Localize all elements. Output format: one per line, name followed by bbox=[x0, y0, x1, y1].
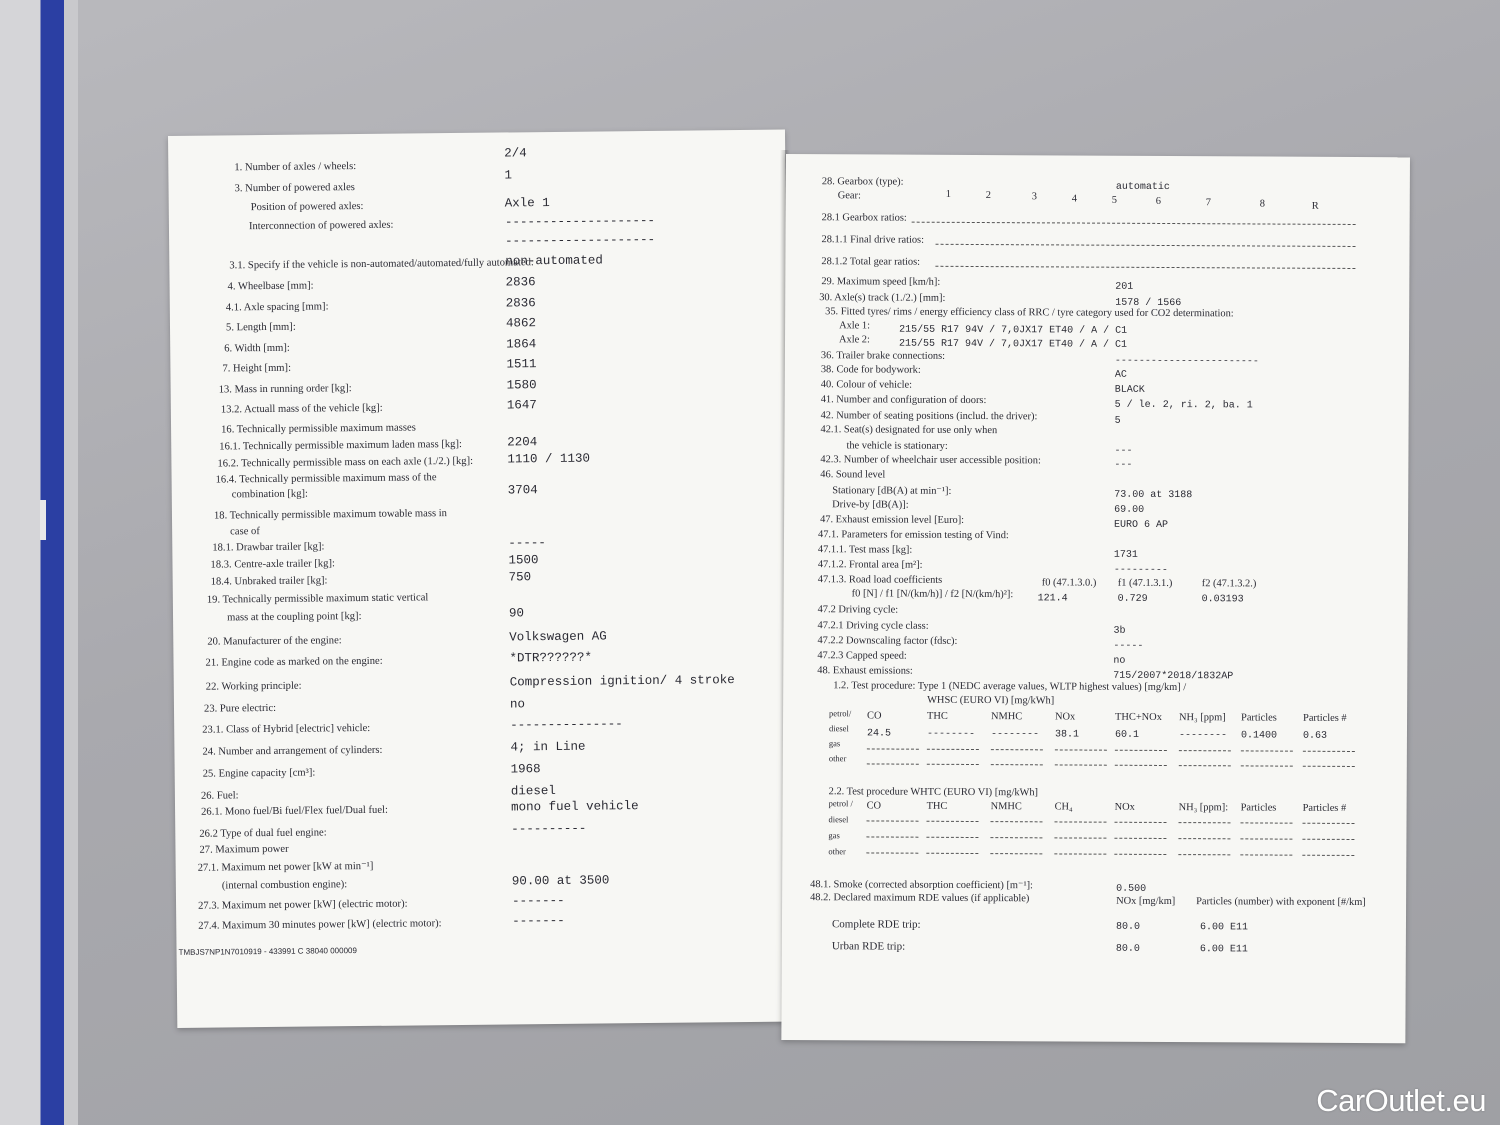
roadload-value: 0.729 bbox=[1117, 593, 1148, 605]
empty-cell-dashes bbox=[1114, 838, 1166, 839]
blue-binder-edge bbox=[0, 0, 78, 1125]
test1-label: 1.2. Test procedure: Type 1 (NEDC average values, WLTP highest values) [mg/km] / bbox=[833, 680, 1187, 694]
field-value: --- bbox=[1114, 445, 1133, 457]
emission-value: -------- bbox=[1178, 730, 1228, 742]
gear-number: 4 bbox=[1071, 193, 1078, 205]
field-label: Drive-by [dB(A)]: bbox=[832, 499, 909, 511]
emission-col-head: Particles # bbox=[1302, 802, 1347, 814]
empty-cell-dashes bbox=[927, 749, 979, 750]
empty-cell-dashes bbox=[1302, 855, 1354, 856]
field-label: 26.2 Type of dual fuel engine: bbox=[199, 827, 327, 840]
roadload-head: f2 (47.1.3.2.) bbox=[1201, 578, 1257, 590]
field-label: 47.2.3 Capped speed: bbox=[817, 650, 907, 662]
field-value: 1731 bbox=[1113, 549, 1138, 561]
empty-cell-dashes bbox=[927, 821, 979, 822]
empty-cell-dashes bbox=[1241, 765, 1293, 766]
field-value: 2836 bbox=[505, 296, 536, 311]
field-value: 4862 bbox=[505, 316, 537, 331]
field-value: -------------------- bbox=[505, 232, 656, 249]
field-label: 25. Engine capacity [cm³]: bbox=[202, 767, 316, 780]
empty-cell-dashes bbox=[1303, 751, 1355, 752]
field-label: Interconnection of powered axles: bbox=[248, 219, 394, 233]
field-value: 90 bbox=[508, 606, 525, 621]
empty-cell-dashes bbox=[1178, 854, 1230, 855]
field-label: 24. Number and arrangement of cylinders: bbox=[202, 744, 383, 758]
field-label: 18.1. Drawbar trailer [kg]: bbox=[212, 541, 325, 554]
empty-cell-dashes bbox=[1115, 750, 1167, 751]
empty-cell-dashes bbox=[1179, 765, 1231, 766]
field-label: 21. Engine code as marked on the engine: bbox=[205, 655, 383, 669]
field-value: 2204 bbox=[507, 435, 538, 450]
ratio-label: 28.1.1 Final drive ratios: bbox=[821, 234, 925, 246]
field-label: 13.2. Actuall mass of the vehicle [kg]: bbox=[220, 402, 383, 416]
rde-label: 48.2. Declared maximum RDE values (if applicable) bbox=[810, 892, 1030, 905]
field-label: 47. Exhaust emission level [Euro]: bbox=[820, 514, 965, 526]
emission-value: 24.5 bbox=[866, 728, 892, 740]
empty-cell-dashes bbox=[1240, 838, 1292, 839]
ratio-dashes bbox=[912, 222, 1356, 225]
field-label: Axle 1: bbox=[839, 320, 871, 332]
rde-pn-value: 6.00 E11 bbox=[1199, 944, 1248, 956]
field-label: 4. Wheelbase [mm]: bbox=[227, 280, 314, 293]
field-value: 215/55 R17 94V / 7,0JX17 ET40 / A / C1 bbox=[898, 338, 1128, 351]
field-label: 23.1. Class of Hybrid [electric] vehicle: bbox=[202, 722, 371, 736]
field-value: ----- bbox=[1113, 640, 1144, 652]
field-label: 40. Colour of vehicle: bbox=[820, 379, 913, 391]
empty-cell-dashes bbox=[1054, 837, 1106, 838]
document-id: TMBJS7NP1N7010919 - 433991 C 38040 000009 bbox=[178, 946, 357, 957]
field-label: 19. Technically permissible maximum static vertical bbox=[206, 592, 429, 606]
field-label: 38. Code for bodywork: bbox=[820, 364, 921, 376]
field-label: 1. Number of axles / wheels: bbox=[234, 161, 357, 174]
field-value: non-automated bbox=[505, 253, 603, 269]
field-value: 215/55 R17 94V / 7,0JX17 ET40 / A / C1 bbox=[899, 324, 1128, 337]
field-label: 20. Manufacturer of the engine: bbox=[207, 635, 342, 648]
field-label: 27.4. Maximum 30 minutes power [kW] (electric motor): bbox=[198, 918, 442, 932]
empty-cell-dashes bbox=[867, 763, 919, 764]
emission-value: 0.63 bbox=[1302, 730, 1328, 742]
gearbox-label: 28. Gearbox (type): bbox=[821, 176, 904, 188]
fuel-row-label: other bbox=[828, 846, 846, 857]
field-value: 1864 bbox=[506, 337, 537, 352]
empty-cell-dashes bbox=[926, 853, 978, 854]
field-value: 1580 bbox=[506, 378, 537, 393]
field-value: diesel bbox=[510, 783, 556, 799]
emission-col-head: NOx bbox=[1114, 801, 1135, 813]
field-value: no bbox=[1113, 655, 1126, 667]
empty-cell-dashes bbox=[1179, 750, 1231, 751]
emission-col-head: NH₃ [ppm]: bbox=[1178, 802, 1229, 814]
right-page bbox=[781, 154, 1410, 1043]
field-value: 3b bbox=[1113, 625, 1126, 637]
field-value: AC bbox=[1114, 369, 1127, 381]
emission-col-head: Particles bbox=[1241, 712, 1277, 724]
test1-label-2: WHSC (EURO VI) [mg/kWh] bbox=[927, 694, 1055, 707]
field-value: 1578 / 1566 bbox=[1115, 297, 1182, 310]
field-label: 26.1. Mono fuel/Bi fuel/Flex fuel/Dual fuel: bbox=[201, 804, 388, 818]
empty-cell-dashes bbox=[866, 836, 918, 837]
field-value: --------- bbox=[1113, 564, 1168, 577]
empty-cell-dashes bbox=[926, 837, 978, 838]
ratio-dashes bbox=[935, 266, 1355, 269]
field-label: 16.4. Technically permissible maximum mass of the bbox=[215, 472, 437, 486]
empty-cell-dashes bbox=[1114, 854, 1166, 855]
field-value: Compression ignition/ 4 stroke bbox=[509, 673, 735, 690]
rde-pn-value: 6.00 E11 bbox=[1199, 922, 1248, 934]
field-value: 201 bbox=[1115, 281, 1134, 293]
left-page bbox=[168, 130, 794, 1028]
ratio-dashes bbox=[936, 244, 1356, 247]
field-label: (internal combustion engine): bbox=[221, 879, 348, 892]
empty-cell-dashes bbox=[991, 749, 1043, 750]
emission-col-head: CO bbox=[867, 710, 882, 722]
fuel-row-label: diesel bbox=[828, 723, 849, 734]
field-label: 3.1. Specify if the vehicle is non-automated/automated/fully automated: bbox=[229, 257, 534, 272]
empty-cell-dashes bbox=[1055, 764, 1107, 765]
smoke-value: 0.500 bbox=[1116, 883, 1147, 895]
empty-cell-dashes bbox=[1241, 822, 1293, 823]
field-label: 3. Number of powered axles bbox=[234, 182, 355, 195]
field-value: 715/2007*2018/1832AP bbox=[1113, 670, 1234, 683]
emission-value: -------- bbox=[990, 729, 1040, 741]
field-label: 18.3. Centre-axle trailer [kg]: bbox=[210, 558, 335, 571]
emission-value: 60.1 bbox=[1114, 729, 1140, 741]
field-value: -------------------- bbox=[504, 213, 656, 230]
field-label: 27.1. Maximum net power [kW at min⁻¹] bbox=[197, 860, 374, 874]
field-label: Axle 2: bbox=[838, 334, 870, 346]
field-value: 90.00 at 3500 bbox=[511, 873, 610, 889]
binder-clip bbox=[40, 500, 46, 540]
fuel-row-label: gas bbox=[828, 830, 840, 841]
field-value: --------------- bbox=[510, 717, 623, 733]
emission-col-head: THC bbox=[927, 710, 948, 722]
field-value: 1511 bbox=[506, 357, 537, 372]
fuel-row-label: diesel bbox=[828, 814, 849, 825]
gear-number: 7 bbox=[1205, 197, 1211, 209]
empty-cell-dashes bbox=[990, 853, 1042, 854]
field-value: Axle 1 bbox=[504, 196, 550, 211]
field-label: mass at the coupling point [kg]: bbox=[226, 611, 362, 624]
emission-col-head: CH₄ bbox=[1054, 801, 1073, 813]
field-label: 35. Fitted tyres/ rims / energy efficiency class of RRC / tyre category used for CO2 determination: bbox=[825, 306, 1234, 320]
emission-col-head: Particles # bbox=[1303, 712, 1347, 724]
field-label: 27. Maximum power bbox=[199, 843, 289, 856]
empty-cell-dashes bbox=[867, 820, 919, 821]
emission-col-head: NH₃ [ppm] bbox=[1179, 712, 1226, 724]
field-value: ---------- bbox=[511, 821, 587, 837]
empty-cell-dashes bbox=[867, 748, 919, 749]
field-value: ------------------------ bbox=[1114, 355, 1259, 368]
field-label: 30. Axle(s) track (1./2.) [mm]: bbox=[819, 292, 946, 304]
ratio-label: 28.1.2 Total gear ratios: bbox=[821, 256, 921, 268]
roadload-value: 121.4 bbox=[1037, 593, 1068, 605]
field-value: 4; in Line bbox=[510, 739, 586, 755]
field-label: 4.1. Axle spacing [mm]: bbox=[225, 301, 329, 314]
gear-number: 5 bbox=[1111, 194, 1117, 206]
empty-cell-dashes bbox=[1055, 821, 1107, 822]
field-value: 1647 bbox=[506, 398, 537, 413]
empty-cell-dashes bbox=[991, 821, 1043, 822]
field-value: 1110 / 1130 bbox=[507, 451, 590, 467]
gear-number: 2 bbox=[985, 190, 992, 202]
field-label: 47.1.2. Frontal area [m²]: bbox=[817, 559, 923, 571]
empty-cell-dashes bbox=[927, 764, 979, 765]
field-value: BLACK bbox=[1114, 384, 1145, 396]
field-value: 3704 bbox=[507, 483, 538, 498]
field-label: 18.4. Unbraked trailer [kg]: bbox=[210, 575, 328, 588]
field-label: combination [kg]: bbox=[231, 488, 309, 501]
field-label: Stationary [dB(A) at min⁻¹]: bbox=[832, 485, 952, 497]
field-value: Volkswagen AG bbox=[509, 629, 607, 645]
roadload-value: 0.03193 bbox=[1201, 594, 1244, 606]
empty-cell-dashes bbox=[1054, 853, 1106, 854]
field-value: --- bbox=[1114, 459, 1133, 471]
gear-number: 8 bbox=[1259, 198, 1265, 210]
field-label: 13. Mass in running order [kg]: bbox=[218, 383, 352, 396]
field-label: 29. Maximum speed [km/h]: bbox=[821, 276, 941, 288]
field-value: ------- bbox=[511, 893, 565, 909]
empty-cell-dashes bbox=[866, 852, 918, 853]
empty-cell-dashes bbox=[1303, 823, 1355, 824]
field-value: 750 bbox=[508, 570, 532, 585]
gear-label: Gear: bbox=[837, 190, 861, 202]
empty-cell-dashes bbox=[1115, 822, 1167, 823]
roadload-head: f1 (47.1.3.1.) bbox=[1117, 577, 1173, 590]
field-label: 22. Working principle: bbox=[205, 680, 302, 693]
field-value: 1500 bbox=[508, 553, 539, 568]
field-label: 48. Exhaust emissions: bbox=[817, 665, 913, 677]
field-value: *DTR??????* bbox=[509, 650, 593, 666]
field-label: 47.2 Driving cycle: bbox=[817, 604, 899, 616]
field-label: 7. Height [mm]: bbox=[222, 362, 292, 375]
empty-cell-dashes bbox=[991, 764, 1043, 765]
field-value: 73.00 at 3188 bbox=[1114, 489, 1193, 502]
emission-col-head: NMHC bbox=[990, 801, 1022, 813]
empty-cell-dashes bbox=[1179, 822, 1231, 823]
empty-cell-dashes bbox=[1055, 749, 1107, 750]
field-value: 1 bbox=[504, 168, 513, 183]
empty-cell-dashes bbox=[1241, 750, 1293, 751]
field-label: 42.1. Seat(s) designated for use only when bbox=[820, 424, 998, 437]
field-value: 5 bbox=[1114, 415, 1121, 427]
field-label: 23. Pure electric: bbox=[203, 702, 277, 715]
emission-value: -------- bbox=[926, 728, 976, 740]
field-label: 6. Width [mm]: bbox=[224, 342, 290, 355]
emission-col-head: Particles bbox=[1240, 802, 1277, 814]
field-label: the vehicle is stationary: bbox=[846, 440, 948, 452]
field-label: 16. Technically permissible maximum masses bbox=[221, 422, 416, 436]
empty-cell-dashes bbox=[1302, 839, 1354, 840]
field-label: 36. Trailer brake connections: bbox=[820, 350, 946, 362]
field-label: 26. Fuel: bbox=[200, 790, 239, 802]
empty-cell-dashes bbox=[1240, 854, 1292, 855]
field-value: ------- bbox=[512, 913, 565, 929]
roadload-sublabel: f0 [N] / f1 [N/(km/h)] / f2 [N/(km/h)²]: bbox=[851, 588, 1014, 601]
emission-col-head: CO bbox=[866, 800, 882, 812]
field-label: 47.1.1. Test mass [kg]: bbox=[817, 544, 913, 556]
rde-nox-value: 80.0 bbox=[1115, 921, 1140, 933]
field-value: 69.00 bbox=[1114, 504, 1145, 516]
field-label: 16.1. Technically permissible maximum laden mass [kg]: bbox=[219, 438, 462, 453]
field-label: 42.3. Number of wheelchair user accessible position: bbox=[820, 454, 1041, 467]
field-label: 42. Number of seating positions (includ. the driver): bbox=[820, 410, 1038, 423]
field-value: 2/4 bbox=[504, 146, 527, 161]
roadload-head: f0 (47.1.3.0.) bbox=[1041, 577, 1097, 589]
field-value: 2836 bbox=[505, 275, 536, 290]
gear-number: 1 bbox=[945, 188, 952, 200]
field-label: 47.1. Parameters for emission testing of Vind: bbox=[817, 529, 1009, 542]
emission-value: 38.1 bbox=[1054, 729, 1080, 741]
fuel-row-label: petrol / bbox=[828, 798, 853, 809]
field-label: 46. Sound level bbox=[820, 469, 886, 481]
field-label: 27.3. Maximum net power [kW] (electric motor): bbox=[198, 898, 408, 912]
ratio-label: 28.1 Gearbox ratios: bbox=[821, 212, 907, 224]
field-label: 47.2.2 Downscaling factor (fdsc): bbox=[817, 635, 958, 647]
fuel-row-label: petrol/ bbox=[829, 708, 852, 719]
field-value: no bbox=[509, 697, 526, 712]
fuel-row-label: other bbox=[828, 753, 847, 764]
field-label: 41. Number and configuration of doors: bbox=[820, 394, 987, 407]
fuel-row-label: gas bbox=[828, 738, 841, 749]
rde-row-label: Complete RDE trip: bbox=[831, 918, 921, 931]
field-label: 16.2. Technically permissible mass on each axle (1./2.) [kg]: bbox=[217, 455, 474, 470]
empty-cell-dashes bbox=[1115, 765, 1167, 766]
field-value: 1968 bbox=[510, 762, 541, 777]
emission-col-head: NOx bbox=[1055, 711, 1076, 723]
empty-cell-dashes bbox=[1303, 766, 1355, 767]
field-label: case of bbox=[230, 526, 260, 538]
rde-head-nox: NOx [mg/km] bbox=[1116, 895, 1176, 908]
field-label: 47.2.1 Driving cycle class: bbox=[817, 620, 929, 632]
gear-number: R bbox=[1311, 200, 1319, 212]
rde-row-label: Urban RDE trip: bbox=[831, 940, 906, 953]
empty-cell-dashes bbox=[1178, 838, 1230, 839]
field-value: ----- bbox=[508, 536, 546, 551]
gear-number: 6 bbox=[1155, 195, 1161, 207]
gear-number: 3 bbox=[1031, 191, 1038, 203]
field-label: Position of powered axles: bbox=[250, 200, 364, 214]
field-label: 18. Technically permissible maximum towable mass in bbox=[213, 508, 447, 522]
test2-label: 2.2. Test procedure WHTC (EURO VI) [mg/kWh] bbox=[828, 786, 1039, 799]
field-value: 5 / le. 2, ri. 2, ba. 1 bbox=[1114, 399, 1253, 412]
emission-col-head: THC bbox=[926, 800, 948, 812]
field-label: 5. Length [mm]: bbox=[225, 321, 296, 334]
roadload-label: 47.1.3. Road load coefficients bbox=[817, 574, 943, 586]
emission-value: 0.1400 bbox=[1240, 730, 1278, 742]
rde-head-pn: Particles (number) with exponent [#/km] bbox=[1196, 896, 1366, 909]
gearbox-value: automatic bbox=[1115, 181, 1170, 194]
field-value: EURO 6 AP bbox=[1114, 519, 1169, 532]
field-value: mono fuel vehicle bbox=[510, 799, 639, 815]
emission-col-head: THC+NOx bbox=[1115, 711, 1162, 723]
smoke-label: 48.1. Smoke (corrected absorption coefficient) [m⁻¹]: bbox=[810, 879, 1033, 892]
rde-nox-value: 80.0 bbox=[1115, 943, 1140, 955]
empty-cell-dashes bbox=[990, 837, 1042, 838]
emission-col-head: NMHC bbox=[991, 711, 1023, 723]
caroutlet-watermark-logo: CarOutlet.eu bbox=[1316, 1083, 1486, 1118]
